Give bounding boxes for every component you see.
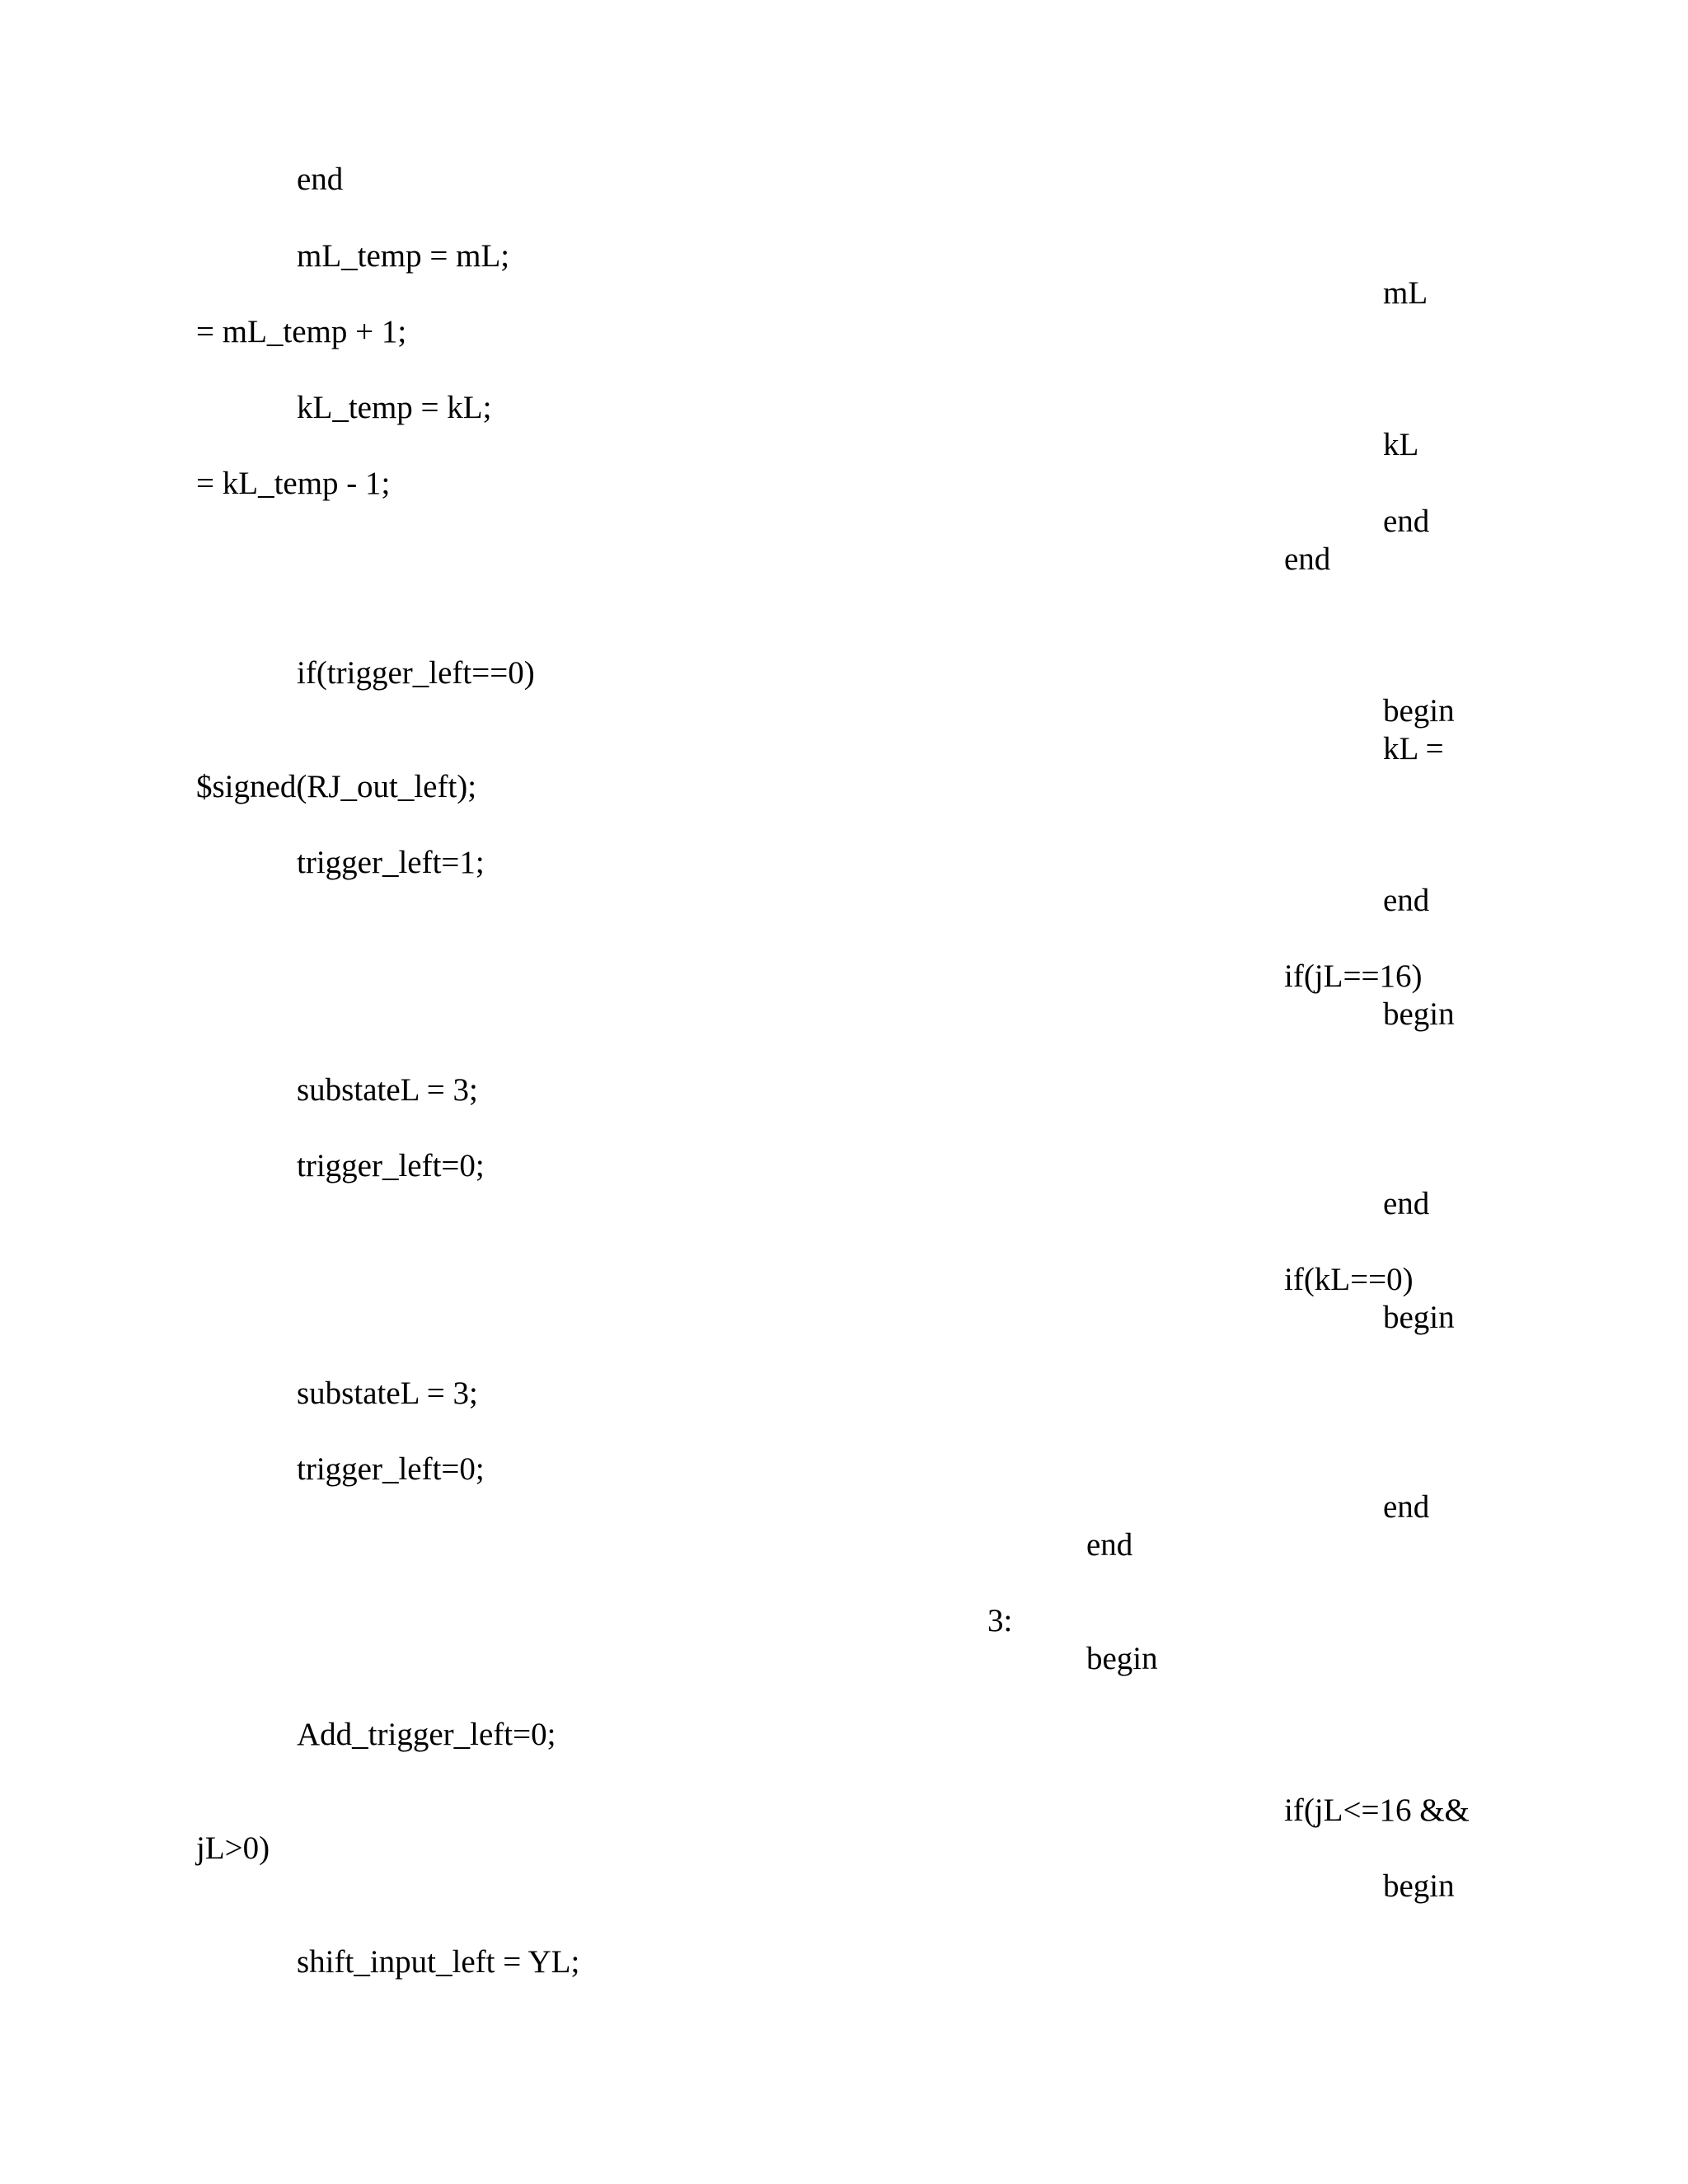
code-line: begin (1383, 1300, 1455, 1335)
code-line: kL = (1383, 731, 1444, 766)
code-line: = kL_temp - 1; (196, 466, 391, 501)
code-line: end (297, 162, 344, 197)
code-line: begin (1383, 996, 1455, 1032)
code-line: substateL = 3; (297, 1376, 478, 1411)
code-line: jL>0) (196, 1830, 270, 1866)
code-line: kL_temp = kL; (297, 390, 492, 425)
code-line: trigger_left=0; (297, 1148, 485, 1183)
code-line: begin (1383, 1868, 1455, 1904)
code-line: = mL_temp + 1; (196, 314, 407, 349)
code-line: shift_input_left = YL; (297, 1944, 580, 1980)
code-line: mL_temp = mL; (297, 238, 510, 274)
code-line: begin (1086, 1641, 1158, 1676)
code-line: if(kL==0) (1284, 1262, 1414, 1297)
code-line: trigger_left=1; (297, 845, 485, 880)
code-line: mL (1383, 275, 1428, 311)
code-line: $signed(RJ_out_left); (196, 769, 477, 804)
code-line: trigger_left=0; (297, 1451, 485, 1487)
code-line: end (1383, 504, 1430, 539)
code-line: if(jL==16) (1284, 958, 1423, 994)
code-line: if(trigger_left==0) (297, 655, 535, 691)
code-line: end (1383, 883, 1430, 918)
code-line: end (1383, 1489, 1430, 1525)
code-line: if(jL<=16 && (1284, 1793, 1470, 1828)
code-line: end (1086, 1527, 1133, 1563)
code-line: end (1284, 541, 1331, 577)
code-line: kL (1383, 427, 1419, 462)
code-line: 3: (987, 1603, 1013, 1638)
code-line: begin (1383, 693, 1455, 729)
code-line: Add_trigger_left=0; (297, 1717, 556, 1752)
code-line: end (1383, 1186, 1430, 1221)
code-line: substateL = 3; (297, 1072, 478, 1108)
